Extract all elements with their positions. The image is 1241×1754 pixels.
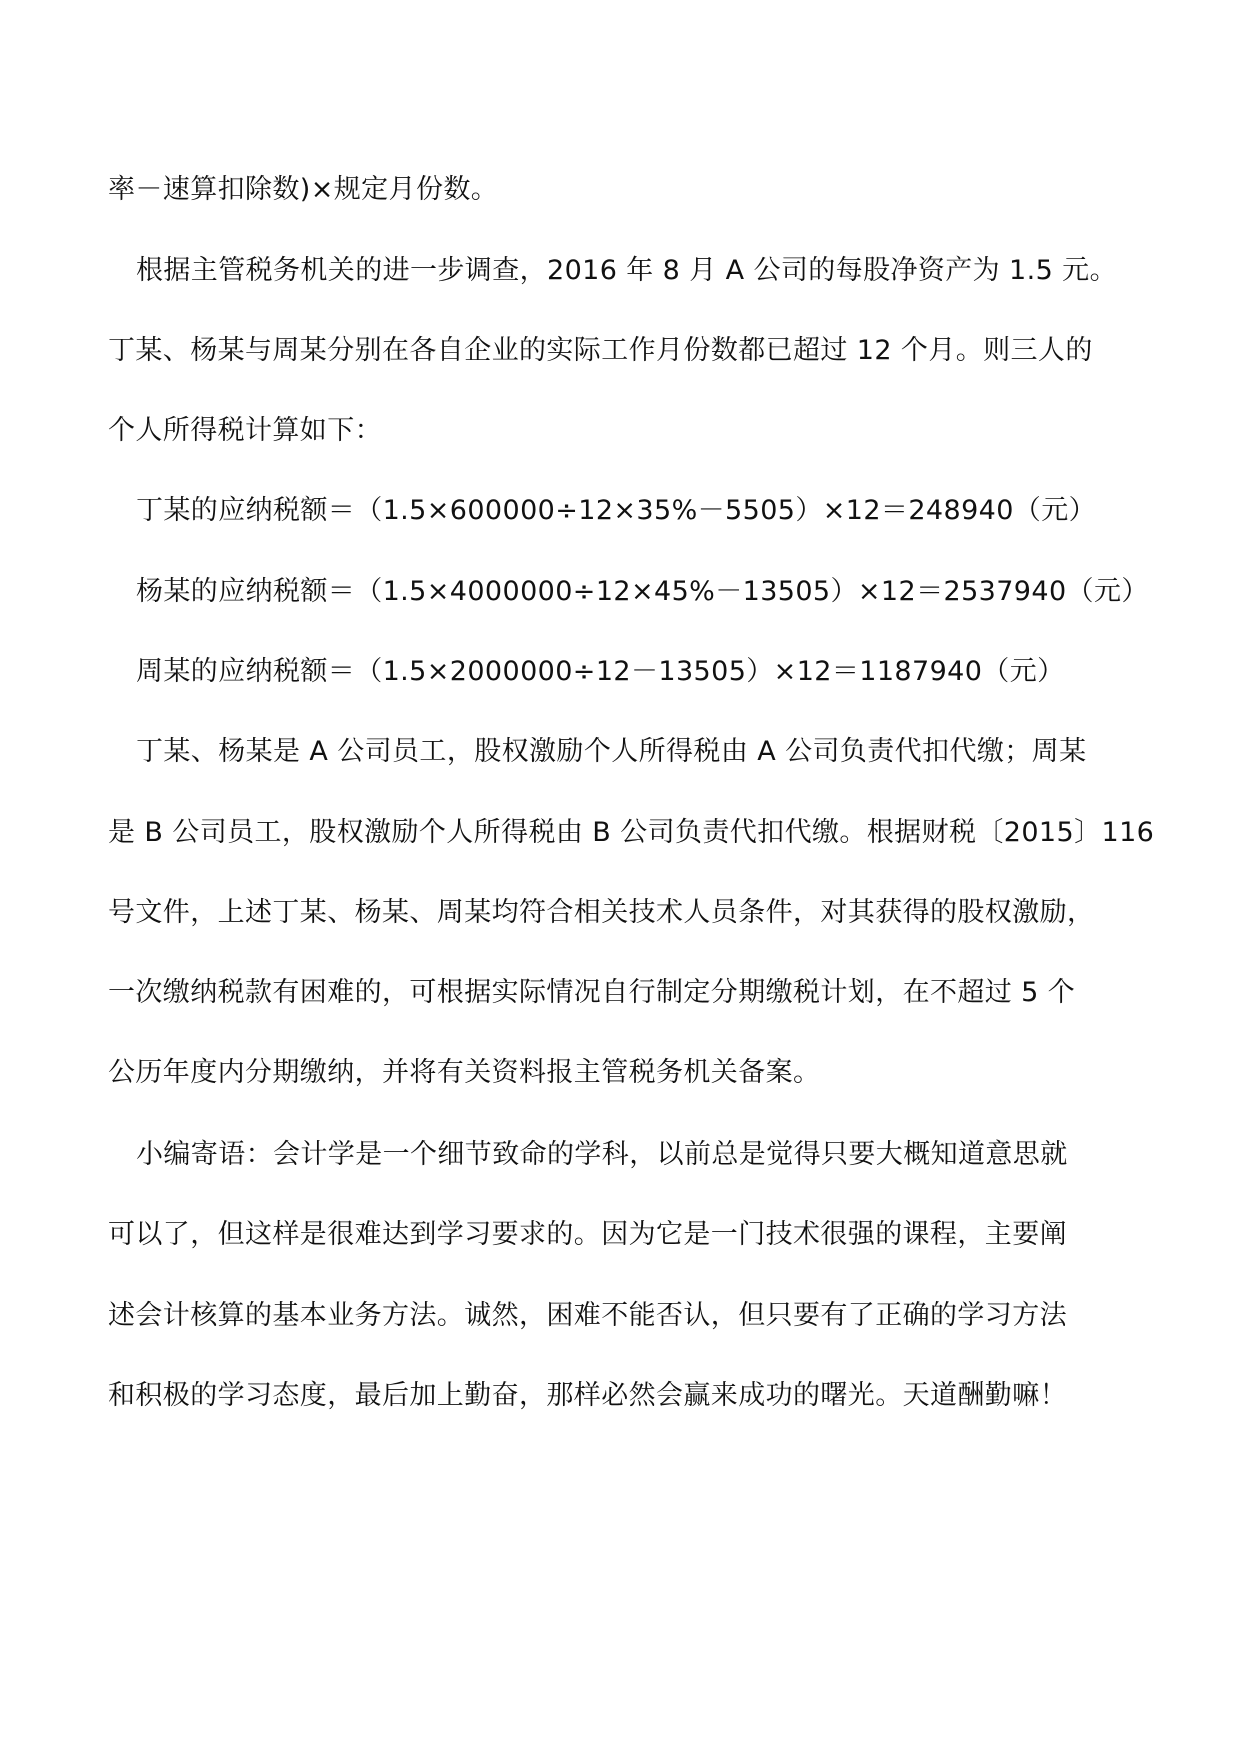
text-line-13: 小编寄语：会计学是一个细节致命的学科，以前总是觉得只要大概知道意思就: [136, 1139, 1068, 1170]
text-line-16: 和积极的学习态度，最后加上勤奋，那样必然会赢来成功的曙光。天道酬勤嘛！: [108, 1380, 1067, 1411]
formula-line-yang: 杨某的应纳税额＝（1.5×4000000÷12×45%－13505）×12＝2537940（元）: [136, 576, 1149, 607]
text-line-10: 号文件，上述丁某、杨某、周某均符合相关技术人员条件，对其获得的股权激励，: [108, 897, 1095, 928]
text-line-9: 是 B 公司员工，股权激励个人所得税由 B 公司负责代扣代缴。根据财税〔2015〕116: [108, 817, 1155, 848]
text-line-4: 个人所得税计算如下：: [108, 415, 382, 446]
text-line-15: 述会计核算的基本业务方法。诚然，困难不能否认，但只要有了正确的学习方法: [108, 1300, 1067, 1331]
text-line-1: 率－速算扣除数)×规定月份数。: [108, 174, 499, 205]
formula-line-ding: 丁某的应纳税额＝（1.5×600000÷12×35%－5505）×12＝248940（元）: [136, 495, 1097, 526]
text-line-14: 可以了，但这样是很难达到学习要求的。因为它是一门技术很强的课程，主要阐: [108, 1219, 1067, 1250]
text-line-8: 丁某、杨某是 A 公司员工，股权激励个人所得税由 A 公司负责代扣代缴；周某: [136, 736, 1087, 767]
formula-line-zhou: 周某的应纳税额＝（1.5×2000000÷12－13505）×12＝1187940（元）: [136, 656, 1065, 687]
text-line-2: 根据主管税务机关的进一步调查，2016 年 8 月 A 公司的每股净资产为 1.5 元。: [136, 255, 1117, 286]
text-line-3: 丁某、杨某与周某分别在各自企业的实际工作月份数都已超过 12 个月。则三人的: [108, 335, 1093, 366]
text-line-11: 一次缴纳税款有困难的，可根据实际情况自行制定分期缴税计划，在不超过 5 个: [108, 977, 1076, 1008]
text-line-12: 公历年度内分期缴纳，并将有关资料报主管税务机关备案。: [108, 1057, 821, 1088]
